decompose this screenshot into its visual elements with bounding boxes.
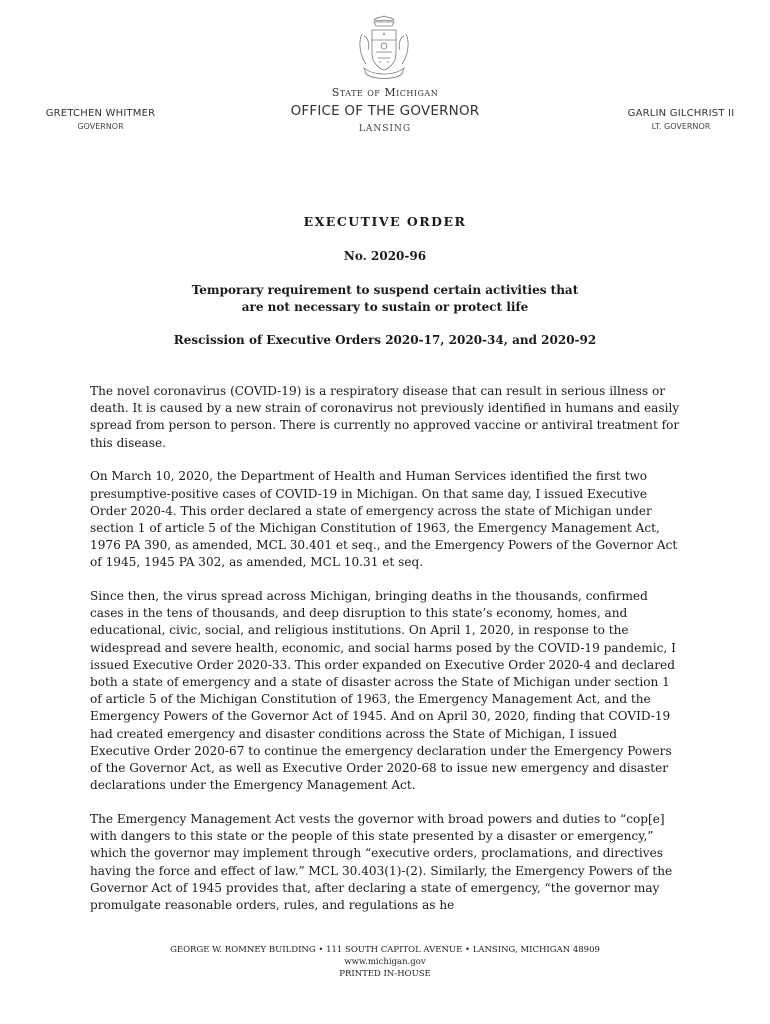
paragraph: On March 10, 2020, the Department of Health and Human Services identified the first two presumptive-positive cases of COVID-19 in Michigan. On that same day, I issued Executive Order 2020-4. This order declared a state of emergency across the state of Michigan under section 1 of article 5 of the Michigan Constitution of 1963, the Emergency Management Act, 1976 PA 390, as amended, MCL 30.401 et seq., and the Emergency Powers of the Governor Act of 1945, 1945 PA 302, as amended, MCL 10.31 et seq. (90, 469, 678, 570)
order-subject (0, 282, 770, 316)
governor-block (38, 108, 163, 131)
footer-address: GEORGE W. ROMNEY BUILDING • 111 SOUTH CAPITOL AVENUE • LANSING, MICHIGAN 48909 (170, 945, 600, 955)
paragraph: Since then, the virus spread across Michigan, bringing deaths in the thousands, confirmed cases in the tens of thousands, and deep disruption to this state’s economy, homes, and educational, civic, social, and religious institutions. On April 1, 2020, in response to the widespread and severe health, economic, and social harms posed by the COVID-19 pandemic, I issued Executive Order 2020-33. This order expanded on Executive Order 2020-4 and declared both a state of emergency and a state of disaster across the State of Michigan under section 1 of article 5 of the Michigan Constitution of 1963, the Emergency Management Act, and the Emergency Powers of the Governor Act of 1945. And on April 30, 2020, finding that COVID-19 had created emergency and disaster conditions across the State of Michigan, I issued Executive Order 2020-67 to continue the emergency declaration under the Emergency Powers of the Governor Act, as well as Executive Order 2020-68 to issue new emergency and disaster declarations under the Emergency Management Act. (90, 589, 676, 793)
document-title: EXECUTIVE ORDER (303, 214, 467, 229)
footer-printed: PRINTED IN-HOUSE (339, 969, 431, 979)
order-body (90, 383, 680, 931)
lt-governor-block (618, 108, 744, 131)
order-headings (0, 214, 770, 347)
order-number: No. 2020-96 (343, 249, 427, 263)
rescission-heading: Rescission of Executive Orders 2020-17, 2020-34, and 2020-92 (173, 333, 597, 347)
office-block (235, 86, 535, 134)
office-name: OFFICE OF THE GOVERNOR (290, 103, 480, 119)
page-footer (0, 944, 770, 980)
lt-governor-title: LT. GOVERNOR (651, 122, 711, 131)
governor-title: GOVERNOR (77, 122, 124, 131)
lt-governor-name: GARLIN GILCHRIST II (627, 108, 735, 119)
city-name: LANSING (358, 124, 412, 134)
subject-line-2: are not necessary to sustain or protect life (241, 300, 529, 314)
paragraph: The Emergency Management Act vests the governor with broad powers and duties to “cop[e] with dangers to this state or the people of this state presented by a disaster or emergency,” which the governor may implement through “executive orders, proclamations, and directives having the force and effect of law.” MCL 30.403(1)-(2). Similarly, the Emergency Powers of the Governor Act of 1945 provides that, after declaring a state of emergency, “the governor may promulgate reasonable orders, rules, and regulations as he (90, 811, 673, 912)
state-name: State of Michigan (331, 86, 439, 99)
state-seal-emblem (352, 12, 416, 84)
letterhead (0, 86, 770, 146)
paragraph: The novel coronavirus (COVID-19) is a respiratory disease that can result in serious illness or death. It is caused by a new strain of coronavirus not previously identified in humans and easily spread from person to person. There is currently no approved vaccine or antiviral treatment for this disease. (90, 384, 680, 450)
governor-name: GRETCHEN WHITMER (45, 108, 156, 119)
subject-line-1: Temporary requirement to suspend certain activities that (191, 283, 579, 297)
footer-website: www.michigan.gov (344, 957, 426, 967)
